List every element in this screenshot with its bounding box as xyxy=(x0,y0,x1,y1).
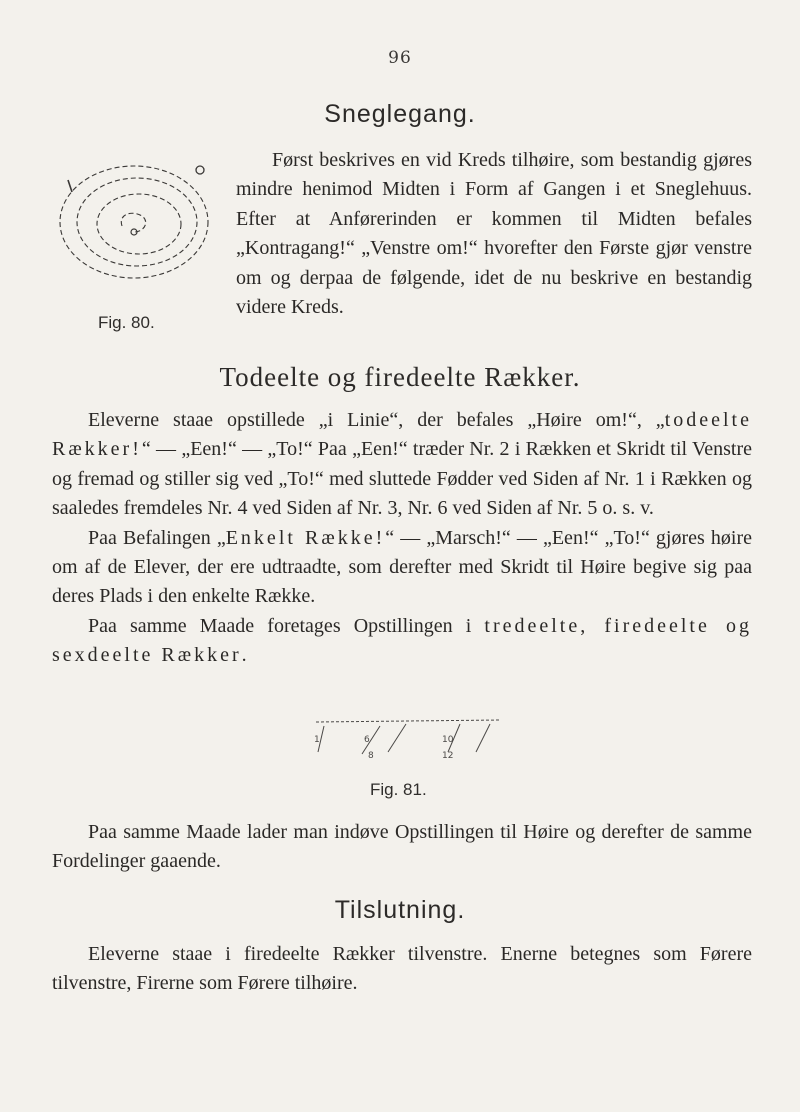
paragraph-text: Eleverne staae opstillede „i Linie“, der befales „Høire om!“, „todeelte Rækker!“ — „Een!“ — „To!“ Paa „Een!“ træder Nr. 2 i Rækken et Skridt til Venstre og fremad og stiller sig ved „To!“ med sluttede Fødder ved Siden af Nr. 1 i Rækken og saaledes fremdeles Nr. 4 ved Siden af Nr. 3, Nr. 6 ved Siden af Nr. 5 o. s. v. xyxy=(52,409,752,520)
section-title-sneglegang: Sneglegang. xyxy=(324,100,476,128)
svg-text:6: 6 xyxy=(364,735,370,745)
svg-text:8: 8 xyxy=(368,751,374,761)
paragraph-text: Først beskrives en vid Kreds tilhøire, som bestandig gjøres mindre henimod Midten i Form af Gangen i et Sneglehuus. Efter at Anførerinden er kommen til Midten befales „Kontragang!“ „Venstre om!“ hvorefter den Første gjør venstre om og derpaa de følgende, idet de nu beskrive en bestandig videre Kreds. xyxy=(236,149,752,319)
figure-81-rows-diagram xyxy=(310,712,510,772)
svg-text:1: 1 xyxy=(314,735,320,745)
figure-80-caption: Fig. 80. xyxy=(98,313,155,332)
page-number: 96 xyxy=(388,48,412,68)
figure-81-caption: Fig. 81. xyxy=(370,780,427,799)
paragraph-sneglegang xyxy=(236,146,752,322)
figure-80-spiral-diagram xyxy=(52,140,222,300)
paragraph-raekker xyxy=(52,406,752,671)
section-title-tilslutning: Tilslutning. xyxy=(334,896,466,924)
paragraph-text: Paa Befalingen „Enkelt Række!“ — „Marsch!“ — „Een!“ „To!“ gjøres høire om af de Elever, der ere udtraadte, som derefter med Skridt til Høire begive sig paa deres Plads i den enkelte Række. xyxy=(52,526,753,608)
paragraph-text: Paa samme Maade lader man indøve Opstillingen til Høire og derefter de samme Fordelinger gaaende. xyxy=(52,821,752,873)
section-title-raekker: Todeelte og firedeelte Rækker. xyxy=(219,362,581,392)
svg-text:10: 10 xyxy=(442,735,454,745)
svg-text:12: 12 xyxy=(442,751,454,761)
paragraph-text: Paa samme Maade foretages Opstillingen i tredeelte, firedeelte og sexdeelte Rækker. xyxy=(52,614,752,667)
paragraph-text: Eleverne staae i firedeelte Rækker tilvenstre. Enerne betegnes som Førere tilvenstre, Firerne som Førere tilhøire. xyxy=(52,943,752,995)
paragraph-hoire xyxy=(52,818,752,877)
paragraph-tilslutning xyxy=(52,940,752,999)
